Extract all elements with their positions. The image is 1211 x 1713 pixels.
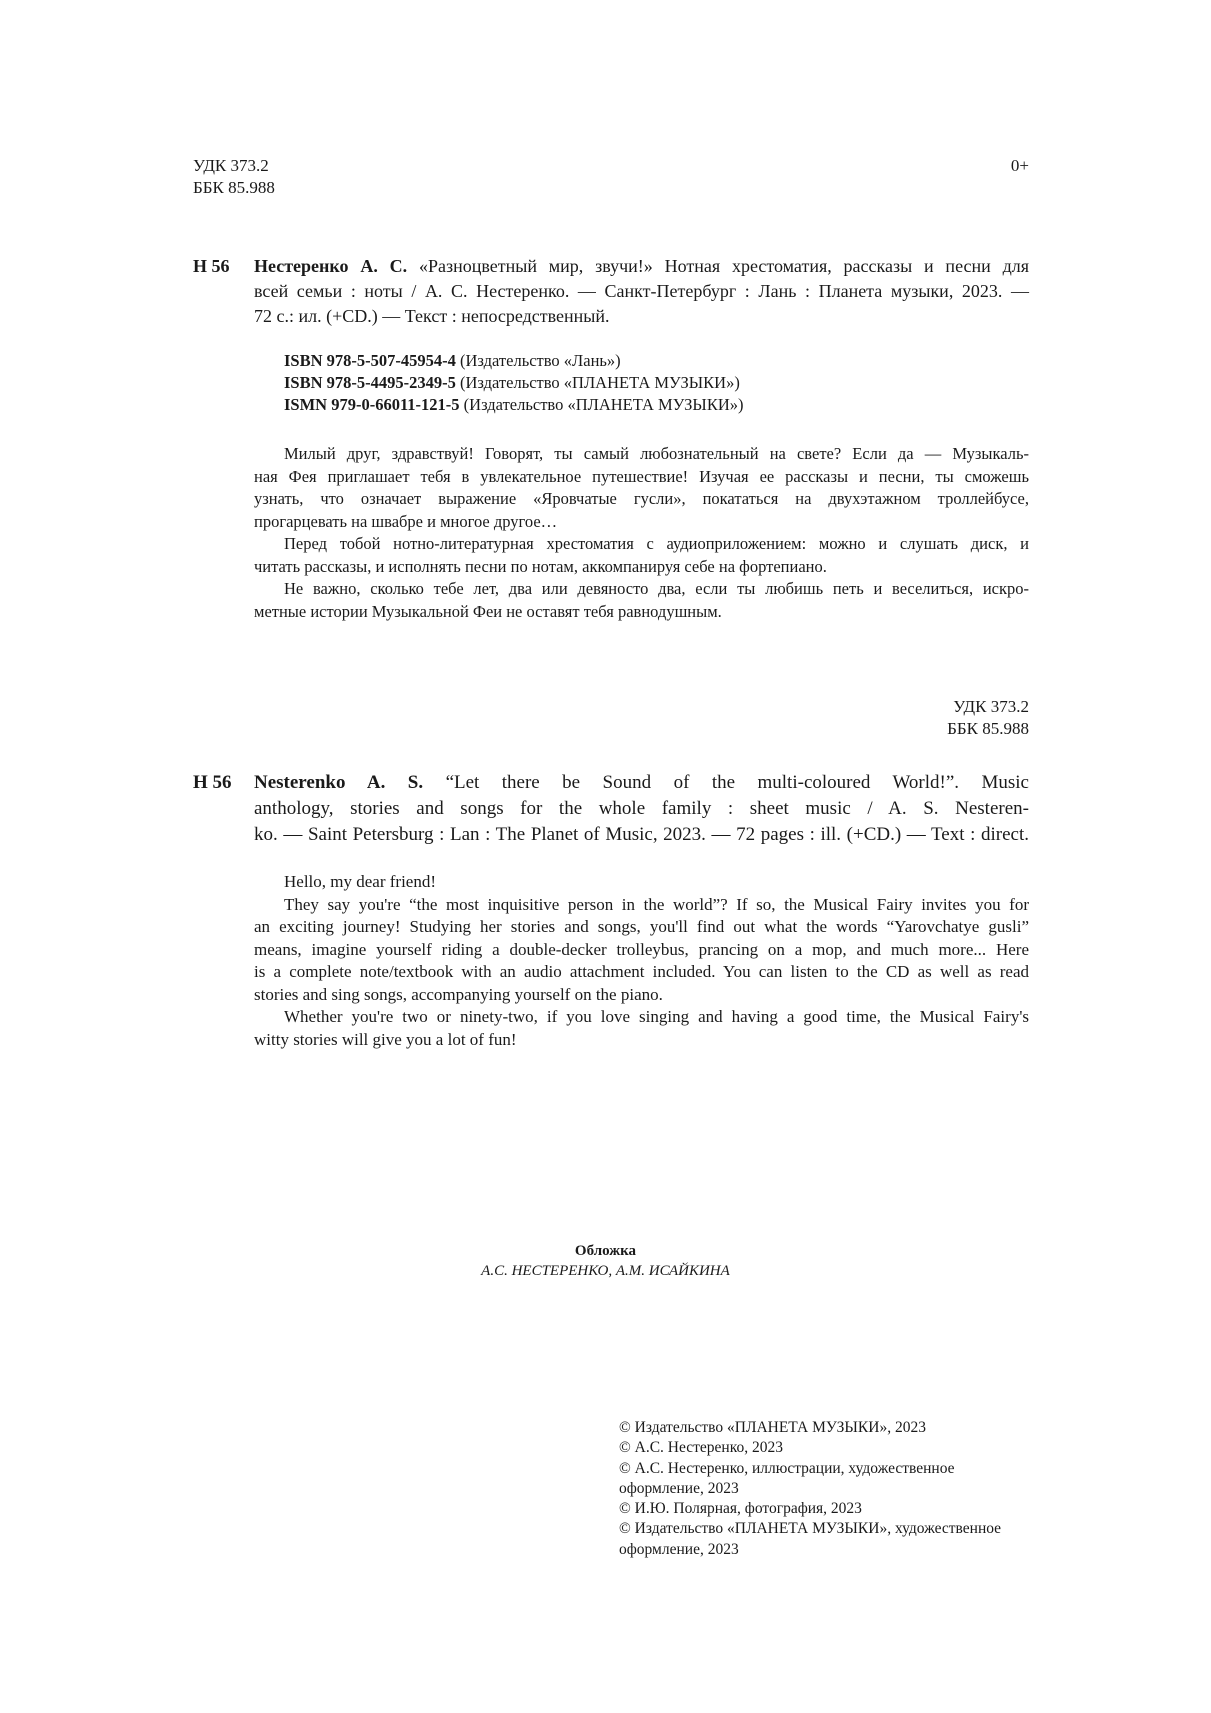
author-name-ru: Нестеренко А. С. <box>254 256 408 276</box>
cover-credit <box>0 1241 1211 1281</box>
copyright-line: © А.С. Нестеренко, 2023 <box>619 1439 783 1457</box>
annotation-line: an exciting journey! Studying her stories and songs, you'll find out what the words “Yarovchatye gusli” <box>254 917 1029 936</box>
annotation-greeting: Hello, my dear friend! <box>284 872 436 891</box>
annotation-line: witty stories will give you a lot of fun! <box>254 1029 517 1049</box>
entry-line: всей семьи : ноты / А. С. Нестеренко. — Санкт-Петербург : Лань : Планета музыки, 2023. — <box>254 281 1029 301</box>
bbk-code: ББК 85.988 <box>947 719 1029 738</box>
author-mark-ru: Н 56 <box>193 256 230 276</box>
annotation-line: They say you're “the most inquisitive person in the world”? If so, the Musical Fairy invites you for <box>284 894 1029 914</box>
annotation-line: узнать, что означает выражение «Яровчатые гусли», покататься на двухэтажном троллейбусе, <box>254 489 1029 508</box>
author-mark-en: Н 56 <box>193 772 232 793</box>
english-classification <box>947 696 1029 740</box>
copyright-line: оформление, 2023 <box>619 1479 739 1497</box>
isbn-list <box>284 350 743 416</box>
bbk-code: ББК 85.988 <box>193 178 275 197</box>
annotation-ru <box>254 443 1029 623</box>
annotation-line: ная Фея приглашает тебя в увлекательное путешествие! Изучая ее рассказы и песни, ты сможешь <box>254 466 1029 486</box>
cover-title: Обложка <box>574 1243 637 1259</box>
annotation-line: Милый друг, здравствуй! Говорят, ты самый любознательный на свете? Если да — Музыкаль- <box>284 444 1029 463</box>
udk-code: УДК 373.2 <box>953 697 1029 716</box>
copyright-line: © И.Ю. Полярная, фотография, 2023 <box>619 1500 862 1518</box>
annotation-line: is a complete note/textbook with an audio attachment included. You can listen to the CD as well as read <box>254 962 1029 981</box>
annotation-line: Перед тобой нотно-литературная хрестоматия с аудиоприложением: можно и слушать диск, и <box>284 534 1029 553</box>
annotation-line: Whether you're two or ninety-two, if you love singing and having a good time, the Musical Fairy's <box>284 1007 1029 1026</box>
annotation-line: метные истории Музыкальной Феи не оставят тебя равнодушным. <box>254 601 722 621</box>
cover-authors: А.С. НЕСТЕРЕНКО, А.М. ИСАЙКИНА <box>481 1263 730 1279</box>
copyright-block <box>619 1418 1039 1560</box>
isbn-line: ISBN 978-5-4495-2349-5 (Издательство «ПЛАНЕТА МУЗЫКИ») <box>284 373 740 392</box>
annotation-en <box>254 871 1029 1051</box>
entry-line: Nesterenko A. S. “Let there be Sound of the multi-coloured World!”. Music <box>254 772 1029 793</box>
top-classification <box>193 155 275 199</box>
udk-code: УДК 373.2 <box>193 156 269 175</box>
entry-line: ko. — Saint Petersburg : Lan : The Planet of Music, 2023. — 72 pages : ill. (+CD.) — Text : direct. <box>254 824 1029 845</box>
entry-line: 72 с.: ил. (+CD.) — Текст : непосредственный. <box>254 306 610 326</box>
entry-line: anthology, stories and songs for the whole family : sheet music / A. S. Nesteren- <box>254 798 1029 819</box>
bibliographic-entry-ru <box>254 254 1029 329</box>
annotation-line: читать рассказы, и исполнять песни по нотам, аккомпанируя себе на фортепиано. <box>254 556 827 576</box>
annotation-line: Не важно, сколько тебе лет, два или девяносто два, если ты любишь петь и веселиться, искро- <box>284 579 1029 598</box>
annotation-line: stories and sing songs, accompanying yourself on the piano. <box>254 984 663 1004</box>
ismn-line: ISMN 979-0-66011-121-5 (Издательство «ПЛАНЕТА МУЗЫКИ») <box>284 395 744 414</box>
isbn-line: ISBN 978-5-507-45954-4 (Издательство «Лань») <box>284 351 621 370</box>
annotation-line: прогарцевать на швабре и многое другое… <box>254 511 558 531</box>
copyright-line: © Издательство «ПЛАНЕТА МУЗЫКИ», художественное <box>619 1520 1002 1538</box>
age-rating: 0+ <box>1010 156 1029 175</box>
bibliographic-entry-en <box>254 770 1029 848</box>
copyright-line: © Издательство «ПЛАНЕТА МУЗЫКИ», 2023 <box>619 1419 926 1436</box>
copyright-line: оформление, 2023 <box>619 1540 739 1558</box>
copyright-line: © А.С. Нестеренко, иллюстрации, художественное <box>619 1459 955 1477</box>
entry-line: Нестеренко А. С. «Разноцветный мир, звучи!» Нотная хрестоматия, рассказы и песни для <box>254 256 1029 276</box>
annotation-line: means, imagine yourself riding a double-decker trolleybus, prancing on a mop, and much more... Here <box>254 939 1029 959</box>
author-name-en: Nesterenko A. S. <box>254 772 424 793</box>
